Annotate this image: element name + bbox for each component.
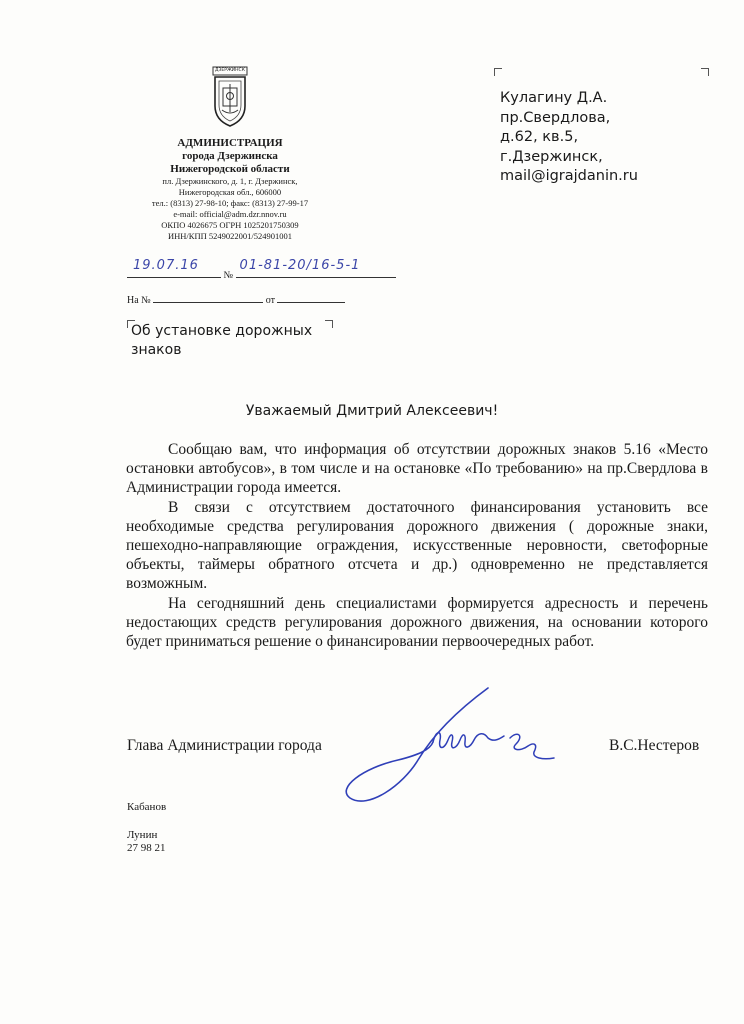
executor-1: Кабанов: [127, 801, 167, 813]
org-title: АДМИНИСТРАЦИЯ: [177, 137, 283, 149]
subject-block: [131, 322, 312, 360]
addressee-house: д.62, кв.5,: [500, 129, 579, 145]
executor-phone: 27 98 21: [127, 842, 166, 854]
org-email: e-mail: official@adm.dzr.nnov.ru: [173, 209, 287, 219]
addressee-street: пр.Свердлова,: [500, 109, 611, 126]
body-paragraph-2: В связи с отсутствием достаточного финансирования установить все необходимые средства регулирования дорожного движения ( дорожные знаки, пешеходно-направляющие ограждения, искусственные неровности, светофорные объекты, таймеры обратного отсчета и др.) одновременно не представляется возможным.: [126, 498, 708, 593]
organization-header: [130, 137, 330, 242]
addressee-block: [500, 89, 638, 187]
registration-line: [127, 258, 396, 281]
addressee-name: Кулагину Д.А.: [500, 90, 608, 106]
addressee-city: г.Дзержинск,: [500, 148, 603, 165]
org-region: Нижегородской области: [170, 163, 290, 175]
city-crest: [212, 66, 248, 128]
registration-date: 19.07.16: [133, 258, 199, 273]
letter-body: [126, 440, 708, 651]
org-inn: ИНН/КПП 5249022001/524901001: [168, 231, 292, 241]
reference-line: [127, 292, 345, 306]
signatory-name: В.С.Нестеров: [609, 737, 700, 754]
crest-caption: ДЗЕРЖИНСК: [215, 68, 245, 73]
reply-from-label: от: [265, 295, 275, 306]
org-address-2: Нижегородская обл., 606000: [178, 187, 282, 197]
addressee-email: mail@igrajdanin.ru: [500, 168, 638, 184]
executor-2: Лунин: [127, 829, 158, 841]
registration-no-label: №: [223, 270, 234, 281]
signatory-title: Глава Администрации города: [127, 737, 322, 754]
greeting: Уважаемый Дмитрий Алексеевич!: [245, 403, 499, 419]
body-paragraph-3: На сегодняшний день специалистами формируется адресность и перечень недостающих средств регулирования дорожного движения, на основании которого будет приниматься решение о финансировании первоочередных работ.: [126, 594, 708, 651]
org-address-1: пл. Дзержинского, д. 1, г. Дзержинск,: [162, 176, 298, 186]
handwritten-signature: [338, 680, 578, 815]
org-city: города Дзержинска: [182, 150, 278, 162]
registration-number: 01-81-20/16-5-1: [239, 258, 361, 273]
reply-no-label: На №: [127, 295, 151, 306]
addressee-corner-tr: [701, 68, 709, 76]
subject-corner-tr: [325, 320, 333, 328]
org-phones: тел.: (8313) 27-98-10; факс: (8313) 27-99-17: [151, 198, 309, 208]
body-paragraph-1: Сообщаю вам, что информация об отсутствии дорожных знаков 5.16 «Место остановки автобусов», в том числе и на остановке «По требованию» на пр.Свердлова в Администрации города имеется.: [126, 441, 708, 497]
org-okpo: ОКПО 4026675 ОГРН 1025201750309: [161, 220, 299, 230]
subject-line-1: Об установке дорожных: [131, 323, 313, 339]
addressee-corner-tl: [494, 68, 502, 76]
subject-line-2: знаков: [131, 342, 182, 358]
